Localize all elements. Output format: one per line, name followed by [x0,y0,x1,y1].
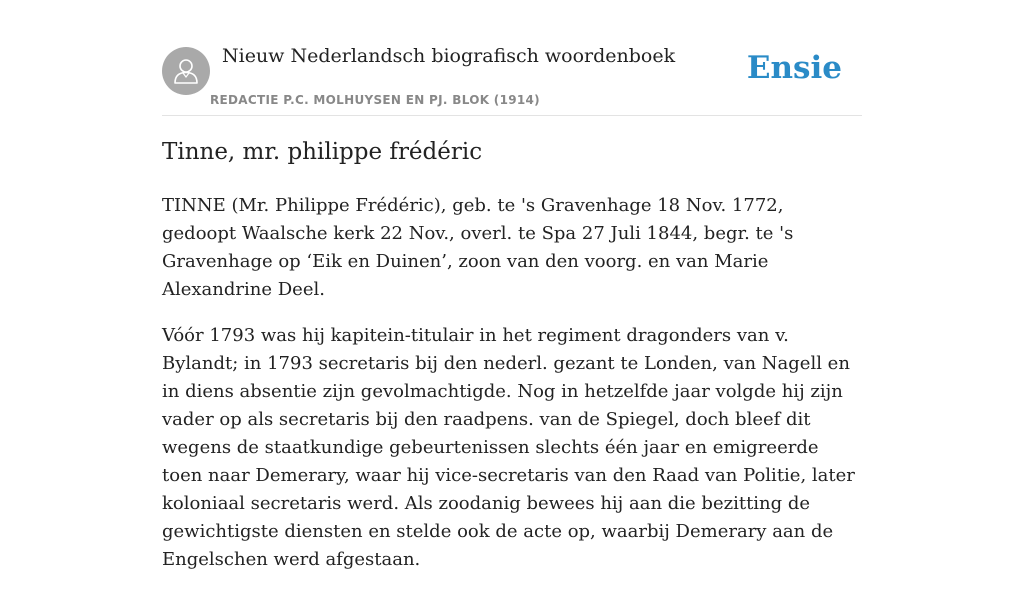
entry-body [162,192,862,592]
ensie-logo[interactable]: Ensie [746,50,842,86]
book-title[interactable]: Nieuw Nederlandsch biografisch woordenboek [222,45,676,67]
entry-paragraph: Vóór 1793 was hij kapitein-titulair in het regiment dragonders van v. Bylandt; in 1793 secretaris bij den nederl. gezant te Londen, van Nagell en in diens absentie zijn gevolmachtigde. Nog in hetzelfde jaar volgde hij zijn vader op als secretaris bij den raadpens. van de Spiegel, doch bleef dit wegens de staatkundige gebeurtenissen slechts één jaar en emigreerde toen naar Demerary, waar hij vice-secretaris van den Raad van Politie, later koloniaal secretaris werd. Als zoodanig bewees hij aan die bezitting de gewichtigste diensten en stelde ook de acte op, waarbij Demerary aan de Engelschen werd afgestaan. [162,325,855,570]
header [162,0,862,116]
article-container [162,0,862,570]
entry-paragraph: TINNE (Mr. Philippe Frédéric), geb. te 's Gravenhage 18 Nov. 1772, gedoopt Waalsche kerk 22 Nov., overl. te Spa 27 Juli 1844, begr. te 's Gravenhage op ‘Eik en Duinen’, zoon van den voorg. en van Marie Alexandrine Deel. [162,195,794,300]
user-icon[interactable] [162,47,210,95]
entry-title: Tinne, mr. philippe frédéric [162,139,483,165]
user-icon-glyph [172,56,200,86]
editors-credit: REDACTIE P.C. MOLHUYSEN EN PJ. BLOK (1914) [210,93,540,107]
